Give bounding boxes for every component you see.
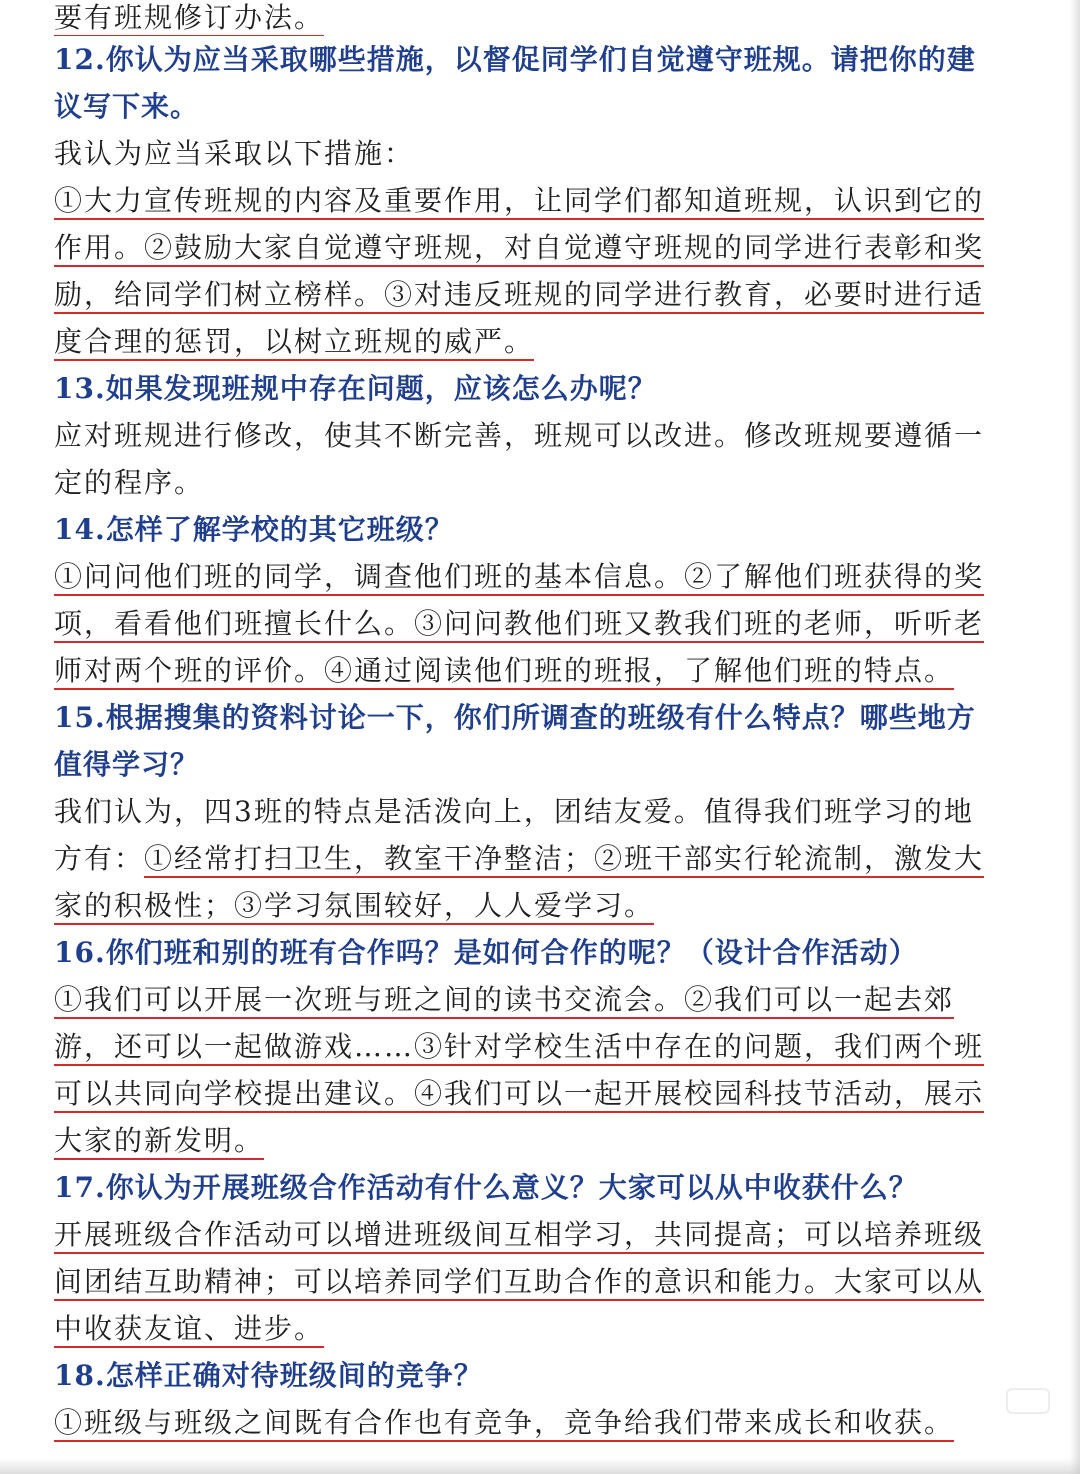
question-text: 12.你认为应当采取哪些措施，以督促同学们自觉遵守班规。请把你的建: [54, 43, 976, 76]
question-text: 16.你们班和别的班有合作吗？是如何合作的呢？（设计合作活动）: [54, 936, 918, 969]
question-text: 值得学习？: [54, 748, 200, 781]
underlined-answer-text: ①问问他们班的同学，调查他们班的基本信息。②了解他们班获得的奖: [54, 560, 984, 596]
answer-line: [54, 882, 1058, 929]
underlined-answer-text: 间团结互助精神；可以培养同学们互助合作的意识和能力。大家可以从: [54, 1265, 984, 1301]
answer-line: [54, 459, 1058, 506]
answer-line: [54, 224, 1058, 271]
page-edge-shadow: [1070, 0, 1080, 1474]
question-line: [54, 83, 1058, 130]
question-line: [54, 506, 1058, 553]
underlined-answer-text: 中收获友谊、进步。: [54, 1312, 324, 1348]
question-text: 15.根据搜集的资料讨论一下，你们所调查的班级有什么特点？哪些地方: [54, 701, 976, 734]
answer-text: 定的程序。: [54, 466, 205, 499]
underlined-answer-text: ①经常打扫卫生，教室干净整洁；②班干部实行轮流制，激发大: [144, 842, 984, 878]
answer-line: [54, 553, 1058, 600]
underlined-answer-text: 游，还可以一起做游戏……③针对学校生活中存在的问题，我们两个班: [54, 1030, 984, 1066]
underlined-answer-text: 开展班级合作活动可以增进班级间互相学习，共同提高；可以培养班级: [54, 1218, 984, 1254]
answer-line: [54, 1211, 1058, 1258]
question-line: [54, 929, 1058, 976]
answer-line: [54, 1117, 1058, 1164]
answer-line: [54, 177, 1058, 224]
answer-line: [54, 788, 1058, 835]
underlined-answer-text: ①我们可以开展一次班与班之间的读书交流会。②我们可以一起去郊: [54, 983, 954, 1019]
question-line: [54, 1352, 1058, 1399]
question-text: 18.怎样正确对待班级间的竞争？: [54, 1359, 483, 1392]
underlined-answer-text: 家的积极性；③学习氛围较好，人人爱学习。: [54, 889, 654, 925]
question-text: 17.你认为开展班级合作活动有什么意义？大家可以从中收获什么？: [54, 1171, 918, 1204]
answer-line: [54, 976, 1058, 1023]
underlined-answer-text: 项，看看他们班擅长什么。③问问教他们班又教我们班的老师，听听老: [54, 607, 984, 643]
underlined-answer-text: 作用。②鼓励大家自觉遵守班规，对自觉遵守班规的同学进行表彰和奖: [54, 231, 984, 267]
answer-text: 我们认为，四3班的特点是活泼向上，团结友爱。值得我们班学习的地: [54, 795, 974, 828]
question-text: 14.怎样了解学校的其它班级？: [54, 513, 454, 546]
question-line: [54, 1164, 1058, 1211]
answer-line: [54, 600, 1058, 647]
answer-line: [54, 412, 1058, 459]
question-text: 13.如果发现班规中存在问题，应该怎么办呢？: [54, 372, 657, 405]
watermark-logo: [1006, 1388, 1050, 1414]
answer-line: [54, 1305, 1058, 1352]
underlined-answer-text: ①大力宣传班规的内容及重要作用，让同学们都知道班规，认识到它的: [54, 184, 984, 220]
answer-line: [54, 130, 1058, 177]
answer-line: [54, 835, 1058, 882]
question-line: [54, 694, 1058, 741]
answer-line: [54, 1258, 1058, 1305]
question-line: [54, 741, 1058, 788]
underlined-answer-text: 可以共同向学校提出建议。④我们可以一起开展校园科技节活动，展示: [54, 1077, 984, 1113]
underlined-answer-text: 要有班规修订办法。: [54, 1, 324, 36]
underlined-answer-text: ①班级与班级之间既有合作也有竞争，竞争给我们带来成长和收获。: [54, 1406, 954, 1442]
answer-line: [54, 0, 1058, 36]
question-line: [54, 36, 1058, 83]
answer-text: 方有：: [54, 842, 145, 875]
underlined-answer-text: 师对两个班的评价。④通过阅读他们班的班报，了解他们班的特点。: [54, 654, 954, 690]
answer-line: [54, 647, 1058, 694]
underlined-answer-text: 励，给同学们树立榜样。③对违反班规的同学进行教育，必要时进行适: [54, 278, 984, 314]
question-line: [54, 365, 1058, 412]
document-body: [54, 0, 1058, 1446]
answer-line: [54, 271, 1058, 318]
answer-line: [54, 1399, 1058, 1446]
answer-text: 应对班规进行修改，使其不断完善，班规可以改进。修改班规要遵循一: [54, 419, 985, 452]
question-text: 议写下来。: [54, 90, 200, 123]
underlined-answer-text: 度合理的惩罚，以树立班规的威严。: [54, 325, 534, 361]
underlined-answer-text: 大家的新发明。: [54, 1124, 264, 1160]
answer-line: [54, 318, 1058, 365]
answer-text: 我认为应当采取以下措施：: [54, 137, 415, 170]
page-bottom-shadow: [0, 1458, 1080, 1474]
answer-line: [54, 1023, 1058, 1070]
answer-line: [54, 1070, 1058, 1117]
